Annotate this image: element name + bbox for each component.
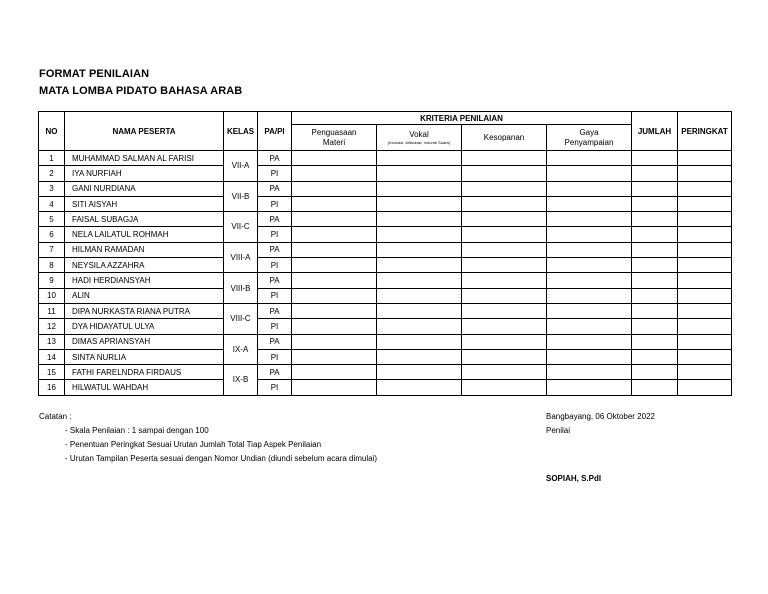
cell-score: [292, 288, 377, 303]
cell-papi: PI: [258, 380, 292, 395]
cell-score: [678, 319, 732, 334]
cell-papi: PA: [258, 212, 292, 227]
cell-no: 12: [39, 319, 65, 334]
cell-score: [377, 273, 462, 288]
cell-score: [678, 365, 732, 380]
cell-nama: HILWATUL WAHDAH: [65, 380, 224, 395]
cell-score: [678, 258, 732, 273]
note-item: - Skala Penilaian : 1 sampai dengan 100: [65, 426, 209, 435]
header-jumlah: JUMLAH: [632, 112, 678, 151]
cell-score: [678, 212, 732, 227]
cell-score: [462, 303, 547, 318]
table-body: [39, 151, 732, 396]
cell-score: [377, 288, 462, 303]
cell-score: [678, 151, 732, 166]
header-kriteria: KRITERIA PENILAIAN: [292, 112, 632, 125]
cell-nama: SINTA NURLIA: [65, 349, 224, 364]
cell-score: [632, 334, 678, 349]
cell-score: [547, 196, 632, 211]
cell-score: [678, 166, 732, 181]
signer-name: SOPIAH, S.Pdl: [546, 474, 602, 483]
cell-score: [462, 319, 547, 334]
table-row: [39, 258, 732, 273]
cell-score: [678, 196, 732, 211]
cell-score: [678, 242, 732, 257]
cell-score: [678, 303, 732, 318]
cell-papi: PA: [258, 181, 292, 196]
cell-kelas: VIII-C: [224, 303, 258, 334]
cell-score: [632, 288, 678, 303]
cell-papi: PA: [258, 273, 292, 288]
header-penguasaan-line1: Penguasaan: [311, 127, 357, 137]
cell-score: [547, 334, 632, 349]
cell-score: [547, 242, 632, 257]
table-row: [39, 303, 732, 318]
cell-score: [678, 334, 732, 349]
cell-score: [632, 166, 678, 181]
cell-papi: PI: [258, 166, 292, 181]
header-gaya-line2: Penyampaian: [564, 137, 614, 147]
score-table: [38, 111, 732, 396]
cell-score: [632, 258, 678, 273]
cell-score: [377, 212, 462, 227]
table-row: [39, 334, 732, 349]
cell-score: [632, 365, 678, 380]
cell-kelas: VII-B: [224, 181, 258, 212]
cell-nama: NEYSILA AZZAHRA: [65, 258, 224, 273]
cell-score: [292, 380, 377, 395]
header-peringkat: PERINGKAT: [678, 112, 732, 151]
cell-score: [377, 196, 462, 211]
header-vokal-label: Vokal: [409, 130, 429, 139]
header-vokal-sub: (Intonasi, Artikulasi, Volume Suara): [387, 140, 451, 145]
cell-score: [678, 349, 732, 364]
header-gaya-line1: Gaya: [579, 127, 599, 137]
cell-score: [292, 334, 377, 349]
cell-papi: PI: [258, 288, 292, 303]
cell-score: [377, 365, 462, 380]
cell-score: [547, 212, 632, 227]
cell-score: [632, 196, 678, 211]
cell-no: 14: [39, 349, 65, 364]
cell-score: [292, 151, 377, 166]
document-subtitle: MATA LOMBA PIDATO BAHASA ARAB: [39, 85, 243, 97]
cell-score: [678, 227, 732, 242]
cell-score: [462, 212, 547, 227]
table-row: [39, 196, 732, 211]
cell-score: [292, 196, 377, 211]
cell-no: 5: [39, 212, 65, 227]
cell-score: [377, 380, 462, 395]
table-row: [39, 273, 732, 288]
cell-score: [462, 242, 547, 257]
cell-no: 2: [39, 166, 65, 181]
cell-score: [292, 181, 377, 196]
cell-score: [632, 212, 678, 227]
cell-score: [292, 303, 377, 318]
cell-nama: GANI NURDIANA: [65, 181, 224, 196]
cell-score: [547, 365, 632, 380]
note-item: - Penentuan Peringkat Sesuai Urutan Jumlah Total Tiap Aspek Penilaian: [65, 440, 322, 449]
cell-kelas: IX-A: [224, 334, 258, 365]
table-row: [39, 288, 732, 303]
cell-score: [632, 242, 678, 257]
notes-block: [39, 410, 377, 466]
cell-score: [547, 227, 632, 242]
cell-papi: PI: [258, 196, 292, 211]
cell-score: [462, 365, 547, 380]
cell-papi: PA: [258, 303, 292, 318]
cell-score: [292, 242, 377, 257]
cell-score: [678, 273, 732, 288]
cell-score: [292, 166, 377, 181]
cell-score: [547, 288, 632, 303]
cell-no: 15: [39, 365, 65, 380]
cell-score: [632, 303, 678, 318]
cell-score: [632, 181, 678, 196]
cell-kelas: VII-A: [224, 151, 258, 182]
cell-score: [462, 227, 547, 242]
table-row: [39, 227, 732, 242]
cell-score: [547, 319, 632, 334]
cell-score: [547, 181, 632, 196]
signer-role: Penilai: [546, 426, 571, 435]
header-gaya: [547, 125, 632, 151]
cell-score: [377, 242, 462, 257]
cell-score: [547, 303, 632, 318]
cell-score: [632, 319, 678, 334]
cell-score: [462, 166, 547, 181]
cell-no: 1: [39, 151, 65, 166]
cell-kelas: IX-B: [224, 365, 258, 396]
cell-score: [292, 365, 377, 380]
cell-no: 11: [39, 303, 65, 318]
cell-score: [377, 349, 462, 364]
cell-no: 16: [39, 380, 65, 395]
cell-no: 10: [39, 288, 65, 303]
cell-no: 9: [39, 273, 65, 288]
cell-nama: FAISAL SUBAGJA: [65, 212, 224, 227]
cell-score: [462, 380, 547, 395]
cell-no: 13: [39, 334, 65, 349]
table-row: [39, 166, 732, 181]
header-vokal: [377, 125, 462, 151]
cell-score: [462, 273, 547, 288]
cell-nama: DIPA NURKASTA RIANA PUTRA: [65, 303, 224, 318]
table-row: [39, 349, 732, 364]
cell-score: [632, 380, 678, 395]
cell-score: [462, 181, 547, 196]
table-row: [39, 242, 732, 257]
cell-nama: HILMAN RAMADAN: [65, 242, 224, 257]
header-kesopanan: Kesopanan: [462, 125, 547, 151]
header-penguasaan-line2: Materi: [322, 137, 346, 147]
cell-nama: NELA LAILATUL ROHMAH: [65, 227, 224, 242]
cell-no: 4: [39, 196, 65, 211]
cell-papi: PI: [258, 349, 292, 364]
cell-papi: PI: [258, 319, 292, 334]
note-item: - Urutan Tampilan Peserta sesuai dengan Nomor Undian (diundi sebelum acara dimulai): [65, 454, 378, 463]
cell-no: 7: [39, 242, 65, 257]
cell-kelas: VIII-B: [224, 273, 258, 304]
header-papi: PA/PI: [258, 112, 292, 151]
table-row: [39, 319, 732, 334]
cell-score: [292, 319, 377, 334]
cell-score: [377, 181, 462, 196]
cell-score: [632, 227, 678, 242]
cell-score: [632, 151, 678, 166]
cell-nama: IYA NURFIAH: [65, 166, 224, 181]
place-date: Bangbayang, 06 Oktober 2022: [546, 412, 655, 421]
cell-score: [377, 258, 462, 273]
cell-kelas: VIII-A: [224, 242, 258, 273]
cell-score: [547, 151, 632, 166]
cell-score: [377, 227, 462, 242]
cell-no: 6: [39, 227, 65, 242]
cell-score: [292, 258, 377, 273]
cell-score: [377, 334, 462, 349]
cell-score: [462, 151, 547, 166]
cell-papi: PA: [258, 151, 292, 166]
cell-score: [462, 334, 547, 349]
header-penguasaan: [292, 125, 377, 151]
cell-nama: ALIN: [65, 288, 224, 303]
cell-nama: SITI AISYAH: [65, 196, 224, 211]
cell-score: [377, 303, 462, 318]
cell-score: [632, 273, 678, 288]
cell-score: [377, 166, 462, 181]
header-nama: NAMA PESERTA: [65, 112, 224, 151]
cell-score: [678, 288, 732, 303]
cell-score: [547, 258, 632, 273]
cell-score: [292, 227, 377, 242]
table-row: [39, 151, 732, 166]
cell-score: [547, 380, 632, 395]
cell-papi: PI: [258, 227, 292, 242]
cell-score: [292, 212, 377, 227]
cell-score: [547, 273, 632, 288]
signature-block: [546, 410, 655, 438]
cell-score: [678, 380, 732, 395]
cell-score: [547, 166, 632, 181]
table-row: [39, 365, 732, 380]
table-row: [39, 380, 732, 395]
cell-score: [678, 181, 732, 196]
cell-no: 3: [39, 181, 65, 196]
cell-score: [377, 319, 462, 334]
cell-score: [292, 273, 377, 288]
cell-nama: MUHAMMAD SALMAN AL FARISI: [65, 151, 224, 166]
cell-score: [462, 196, 547, 211]
cell-nama: DIMAS APRIANSYAH: [65, 334, 224, 349]
cell-score: [377, 151, 462, 166]
cell-nama: DYA HIDAYATUL ULYA: [65, 319, 224, 334]
header-kelas: KELAS: [224, 112, 258, 151]
header-no: NO: [39, 112, 65, 151]
cell-papi: PA: [258, 365, 292, 380]
cell-kelas: VII-C: [224, 212, 258, 243]
cell-score: [462, 288, 547, 303]
cell-papi: PA: [258, 242, 292, 257]
cell-papi: PI: [258, 258, 292, 273]
cell-score: [292, 349, 377, 364]
table-row: [39, 181, 732, 196]
cell-score: [632, 349, 678, 364]
cell-score: [547, 349, 632, 364]
cell-nama: FATHI FARELNDRA FIRDAUS: [65, 365, 224, 380]
table-row: [39, 212, 732, 227]
cell-score: [462, 258, 547, 273]
cell-score: [462, 349, 547, 364]
notes-label: Catatan :: [39, 412, 72, 421]
cell-no: 8: [39, 258, 65, 273]
document-title: FORMAT PENILAIAN: [39, 68, 150, 80]
cell-nama: HADI HERDIANSYAH: [65, 273, 224, 288]
cell-papi: PA: [258, 334, 292, 349]
